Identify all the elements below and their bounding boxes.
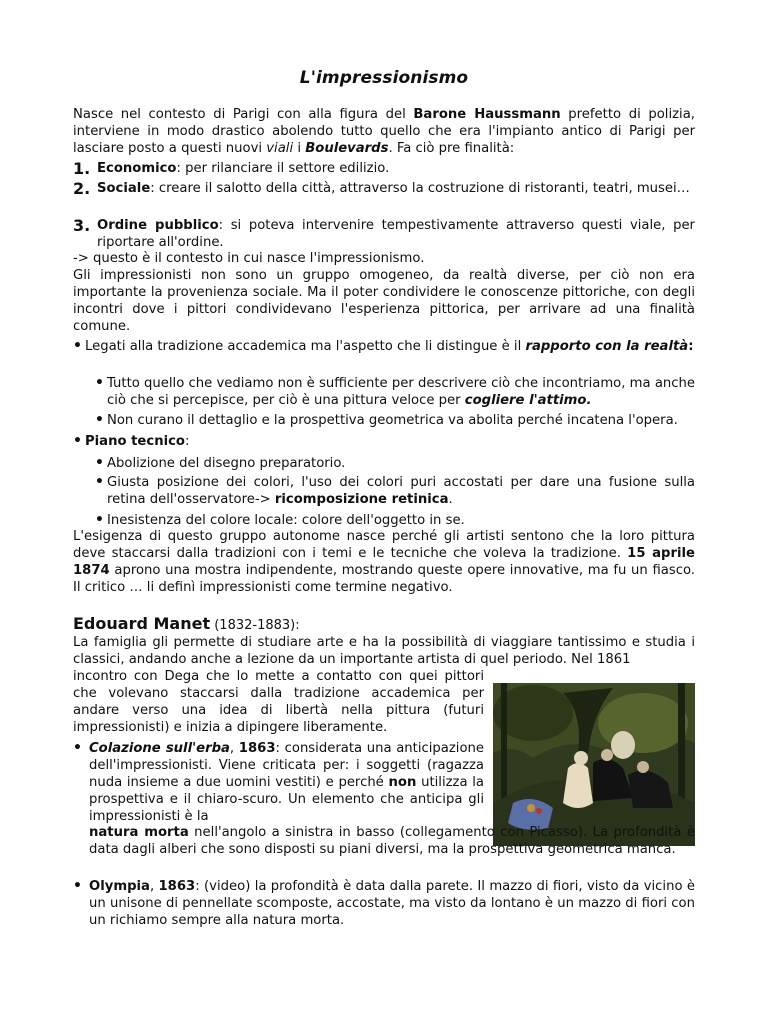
bullet-text: Tutto quello che vediamo non è sufficiente per descrivere ciò che incontriamo, ma anche ciò che si percepisce, per ciò è una pittura veloce per xyxy=(107,376,695,408)
piano-tecnico-bold: Piano tecnico xyxy=(85,434,185,449)
paragraph-text: aprono una mostra indipendente, mostrando queste opere innovative, ma fu un fiasco. Il critico … li definì impressionisti come termine negativo. xyxy=(73,563,695,595)
bullet-item-piano-tecnico xyxy=(73,433,695,450)
dejeuner-painting-image xyxy=(493,683,695,846)
sub-bullet-attimo xyxy=(95,375,695,409)
bullet-colon: : xyxy=(184,434,190,449)
list-number: 2. xyxy=(73,179,91,198)
bullet-dot: • xyxy=(73,878,82,894)
bullet-text: nell'angolo a sinistra in basso (collegamento con Picasso). La profondità è data dagli alberi che sono disposti su piani diversi, ma la prospettiva geometrica manca. xyxy=(89,825,695,857)
list-label: Ordine pubblico xyxy=(97,218,219,233)
bullet-dot: • xyxy=(73,338,82,354)
natura-morta-bold: natura morta xyxy=(89,825,189,840)
list-number: 3. xyxy=(73,216,91,235)
sub-bullet-dot: • xyxy=(95,512,104,528)
bullet-colazione-cont xyxy=(89,824,695,858)
date-bold: 15 aprile 1874 xyxy=(73,546,695,578)
bullet-colon: : xyxy=(688,339,694,354)
sub-bullet-disegno xyxy=(95,455,695,472)
rapporto-bold-italic: rapporto con la realtà xyxy=(525,339,689,354)
sub-bullet-colore-locale xyxy=(95,512,695,529)
intro-text: . Fa ciò pre finalità: xyxy=(388,141,515,156)
manet-years: (1832-1883): xyxy=(210,618,300,633)
list-item-1 xyxy=(73,160,695,180)
bullet-text: Giusta posizione dei colori, l'uso dei colori puri accostati per dare una fusione sulla retina dell'osservatore-> xyxy=(107,475,695,507)
cogliere-bold-italic: cogliere l'attimo. xyxy=(464,393,592,408)
ricomposizione-bold: ricomposizione retinica xyxy=(274,492,449,507)
paragraph-text: L'esigenza di questo gruppo autonome nasce perché gli artisti sentono che la loro pittura deve staccarsi dalla tradizioni con i temi e le tecniche che voleva la tradizione. xyxy=(73,529,695,561)
non-bold: non xyxy=(388,775,417,790)
list-number: 1. xyxy=(73,159,91,178)
list-label: Sociale xyxy=(97,181,151,196)
sub-bullet-dot: • xyxy=(95,474,104,490)
bullet-text: : (video) la profondità è data dalla parete. Il mazzo di fiori, visto da vicino è un unisone di pennellate scomposte, accostate, ma visto da lontano è un mazzo di fiori con un richiamo sempre alla natura morta. xyxy=(89,879,695,928)
manet-heading xyxy=(73,614,300,633)
bullet-dot: • xyxy=(73,740,82,756)
context-line: -> questo è il contesto in cui nasce l'impressionismo. xyxy=(73,251,425,266)
list-text: : creare il salotto della città, attraverso la costruzione di ristoranti, teatri, musei… xyxy=(150,181,690,196)
bullet-olympia: • Olympia, 1863: (video) la profondità è data dalla parete. Il mazzo di fiori, visto da vicino è un unisone di pennellate scomposte, accostate, ma visto da lontano è un mazzo di fiori con un richiamo sempre alla natura morta. xyxy=(73,878,695,928)
manet-name: Edouard Manet xyxy=(73,614,211,633)
list-text: : si poteva intervenire tempestivamente attraverso questi viale, per riportare all'ordine. xyxy=(97,218,695,250)
bullet-dot: • xyxy=(73,433,82,449)
intro-text: i xyxy=(293,141,306,156)
intro-paragraph xyxy=(73,106,695,157)
manet-paragraph-1b: incontro con Dega che lo mette a contatto con quei pittori che volevano staccarsi dalla tradizione accademica per andare verso una idea di libertà nella pittura (futuri impressionisti) e inizia a dipingere liberamente. xyxy=(73,669,484,735)
sub-bullet-dettaglio xyxy=(95,412,695,429)
intro-text: Nasce nel contesto di Parigi con alla figura del xyxy=(73,107,414,122)
bullet-item-realta xyxy=(73,338,695,355)
list-label: Economico xyxy=(97,161,177,176)
bullet-text: Inesistenza del colore locale: colore dell'oggetto in se. xyxy=(107,513,465,528)
viali-italic: viali xyxy=(266,141,294,156)
list-item-2 xyxy=(73,180,695,216)
bullet-text: : considerata una anticipazione dell'impressionisti. Viene criticata per: i soggetti (ragazza nuda insieme a due uomini vestiti) e perché xyxy=(89,741,484,790)
bullet-text: . xyxy=(448,492,453,507)
bullet-text: Legati alla tradizione accademica ma l'aspetto che li distingue è il xyxy=(85,339,526,354)
haussmann-bold: Barone Haussmann xyxy=(413,107,561,122)
sub-bullet-dot: • xyxy=(95,412,104,428)
olympia-year: 1863 xyxy=(158,879,196,894)
boulevards-bold-italic: Boulevards xyxy=(305,141,389,156)
page-title: L'impressionismo xyxy=(299,68,469,88)
list-text: : per rilanciare il settore edilizio. xyxy=(176,161,390,176)
sub-bullet-dot: • xyxy=(95,455,104,471)
list-item-3 xyxy=(73,217,695,253)
manet-paragraph-1: La famiglia gli permette di studiare arte e ha la possibilità di viaggiare tantissimo e studia i classici, andando anche a lezione da un importante artista di quel periodo. Nel 1861 xyxy=(73,635,695,667)
intro-text: prefetto di polizia, interviene in modo drastico abolendo tutto quello che era l'impianto antico di Parigi per lasciare posto a questi nuovi xyxy=(73,107,695,156)
paragraph-2: Gli impressionisti non sono un gruppo omogeneo, da realtà diverse, per ciò non era importante la provenienza sociale. Ma il poter condividere le conoscenze pittoriche, con degli incontri dove i pittori condividevano l'esperienza pittorica, per arrivare ad una finalità comune. xyxy=(73,268,695,334)
olympia-title: Olympia xyxy=(89,879,150,894)
colazione-year: 1863 xyxy=(238,741,276,756)
sub-bullet-dot: • xyxy=(95,375,104,391)
bullet-text: Non curano il dettaglio e la prospettiva geometrica va abolita perché incatena l'opera. xyxy=(107,413,678,428)
sub-bullet-colori xyxy=(95,474,695,508)
bullet-text: utilizza la prospettiva e il chiaro-scuro. Un elemento che anticipa gli impressionisti è la xyxy=(89,775,484,824)
paragraph-3 xyxy=(73,528,695,596)
colazione-title: Colazione sull'erba xyxy=(89,741,230,756)
bullet-colazione: • Colazione sull'erba, 1863: considerata una anticipazione dell'impressionisti. Viene criticata per: i soggetti (ragazza nuda insieme a due uomini vestiti) e perché non utilizza la prospettiva e il chiaro-scuro. Un elemento che anticipa gli impressionisti è la xyxy=(73,740,484,824)
bullet-text: Abolizione del disegno preparatorio. xyxy=(107,456,346,471)
